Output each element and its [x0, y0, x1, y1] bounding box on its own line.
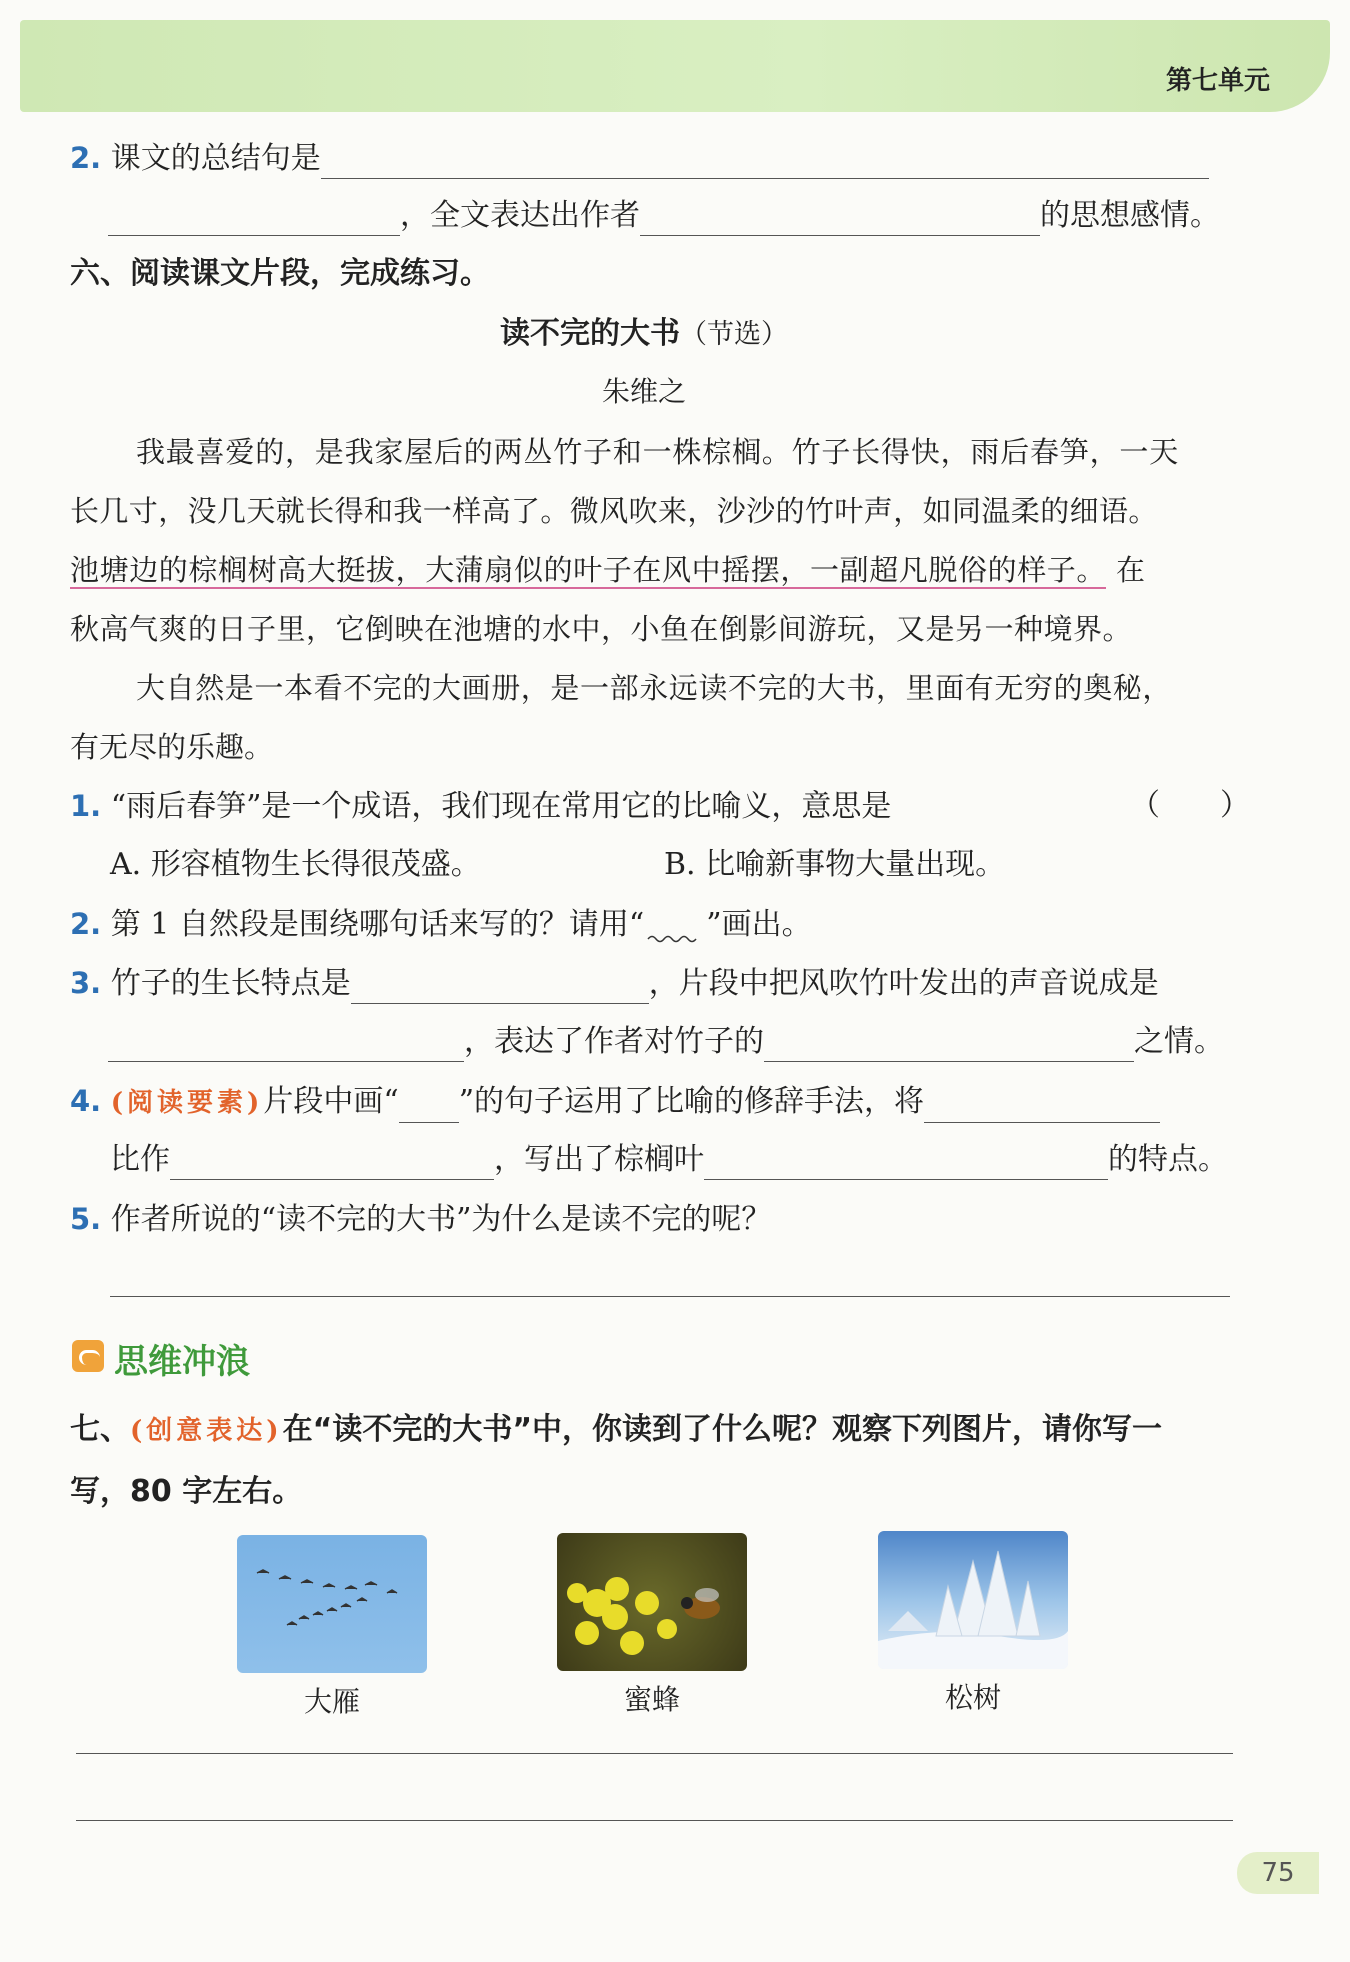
para2-line2: 有无尽的乐趣。 — [70, 730, 274, 764]
q6-4-line2 — [110, 1140, 1228, 1180]
q6-2-text1: 第 1 自然段是围绕哪句话来写的？请用“ — [110, 907, 645, 942]
answer-blank[interactable] — [170, 1149, 494, 1180]
q5-2-line1 — [70, 138, 1209, 179]
option-b[interactable]: B. 比喻新事物大量出现。 — [664, 847, 1006, 882]
underline-sample — [399, 1092, 459, 1123]
q6-5-number: 5. — [70, 1202, 102, 1236]
caption-pine: 松树 — [944, 1681, 1001, 1714]
unit-label: 第七单元 — [1165, 66, 1270, 96]
answer-line[interactable] — [110, 1296, 1230, 1297]
header-banner — [20, 20, 1330, 112]
q6-4-text5: 的特点。 — [1108, 1142, 1228, 1177]
q6-5 — [70, 1199, 771, 1240]
snow-pine-photo-icon — [878, 1531, 1068, 1669]
q5-2-number: 2. — [70, 141, 102, 175]
para2-line1: 大自然是一本看不完的大画册，是一部永远读不完的大书，里面有无穷的奥秘， — [136, 671, 1173, 705]
q6-2-text2: ”画出。 — [706, 907, 812, 942]
q6-3-line1 — [70, 963, 1159, 1004]
q6-2 — [70, 904, 812, 945]
answer-line[interactable] — [76, 1820, 1233, 1821]
caption-geese: 大雁 — [303, 1685, 360, 1718]
reading-element-tag: (阅读要素) — [110, 1088, 264, 1118]
q6-3-text4: 之情。 — [1134, 1024, 1224, 1059]
para1-line2: 长几寸，没几天就长得和我一样高了。微风吹来，沙沙的竹叶声，如同温柔的细语。 — [70, 494, 1158, 528]
bee-photo-icon — [557, 1533, 747, 1671]
answer-blank[interactable] — [351, 973, 649, 1004]
answer-blank[interactable] — [108, 205, 400, 236]
option-a[interactable]: A. 形容植物生长得很茂盛。 — [110, 847, 481, 882]
q6-3-text1: 竹子的生长特点是 — [110, 966, 351, 1001]
q7-text1: 在“读不完的大书”中，你读到了什么呢？观察下列图片，请你写一 — [282, 1412, 1163, 1447]
answer-blank[interactable] — [321, 148, 1209, 179]
answer-blank[interactable] — [764, 1031, 1134, 1062]
section6-heading: 六、阅读课文片段，完成练习。 — [70, 256, 490, 291]
q6-4-line1 — [70, 1081, 1160, 1123]
passage-title-text: 读不完的大书 — [500, 316, 680, 351]
q5-2-text3: 的思想感情。 — [1040, 198, 1220, 233]
wave-icon — [72, 1340, 104, 1372]
q7-line1 — [70, 1410, 1162, 1451]
answer-line[interactable] — [76, 1753, 1233, 1754]
q6-3-line2 — [108, 1022, 1224, 1062]
q6-4-text1: 片段中画“ — [263, 1084, 399, 1119]
creative-expression-tag: (创意表达) — [130, 1416, 283, 1446]
q6-1 — [70, 786, 891, 827]
q6-2-number: 2. — [70, 907, 102, 941]
q6-4-text3: 比作 — [110, 1142, 170, 1177]
q5-2-text2: ，全文表达出作者 — [400, 198, 640, 233]
para1-line3-tail: 在 — [1116, 553, 1146, 587]
passage-author: 朱维之 — [602, 375, 687, 408]
q6-4-number: 4. — [70, 1084, 102, 1118]
page-number: 75 — [1237, 1852, 1319, 1894]
para1-line1: 我最喜爱的，是我家屋后的两丛竹子和一株棕榈。竹子长得快，雨后春笋，一天 — [136, 435, 1180, 469]
q7-text2: 写，80 字左右。 — [70, 1474, 303, 1509]
caption-bee: 蜜蜂 — [623, 1683, 680, 1716]
q6-4-text2: ”的句子运用了比喻的修辞手法，将 — [458, 1084, 925, 1119]
passage-title — [500, 314, 788, 355]
underlined-sentence: 池塘边的棕榈树高大挺拔，大蒲扇似的叶子在风中摇摆，一副超凡脱俗的样子。 — [70, 553, 1107, 587]
section-title: 思维冲浪 — [114, 1342, 250, 1382]
para1-line3 — [70, 550, 1146, 590]
answer-blank[interactable] — [108, 1031, 464, 1062]
q5-2-text1: 课文的总结句是 — [110, 141, 321, 176]
q6-5-text: 作者所说的“读不完的大书”为什么是读不完的呢？ — [110, 1202, 772, 1237]
q7-prefix: 七、 — [70, 1412, 130, 1447]
answer-blank[interactable] — [640, 205, 1040, 236]
geese-photo-icon — [237, 1535, 427, 1673]
q6-4-text4: ，写出了棕榈叶 — [494, 1142, 704, 1177]
answer-paren[interactable]: （ ） — [1130, 788, 1250, 823]
q6-3-text2: ，片段中把风吹竹叶发出的声音说成是 — [648, 966, 1159, 1001]
q5-2-line2 — [108, 196, 1220, 236]
passage-title-note: （节选） — [680, 319, 788, 350]
q6-1-number: 1. — [70, 789, 102, 823]
q6-3-number: 3. — [70, 966, 102, 1000]
q6-3-text3: ，表达了作者对竹子的 — [464, 1024, 764, 1059]
para1-line4: 秋高气爽的日子里，它倒映在池塘的水中，小鱼在倒影间游玩，又是另一种境界。 — [70, 612, 1133, 646]
answer-blank[interactable] — [924, 1092, 1160, 1123]
wavy-line-icon — [644, 915, 706, 945]
q6-1-text: “雨后春笋”是一个成语，我们现在常用它的比喻义，意思是 — [110, 789, 892, 824]
answer-blank[interactable] — [704, 1149, 1108, 1180]
